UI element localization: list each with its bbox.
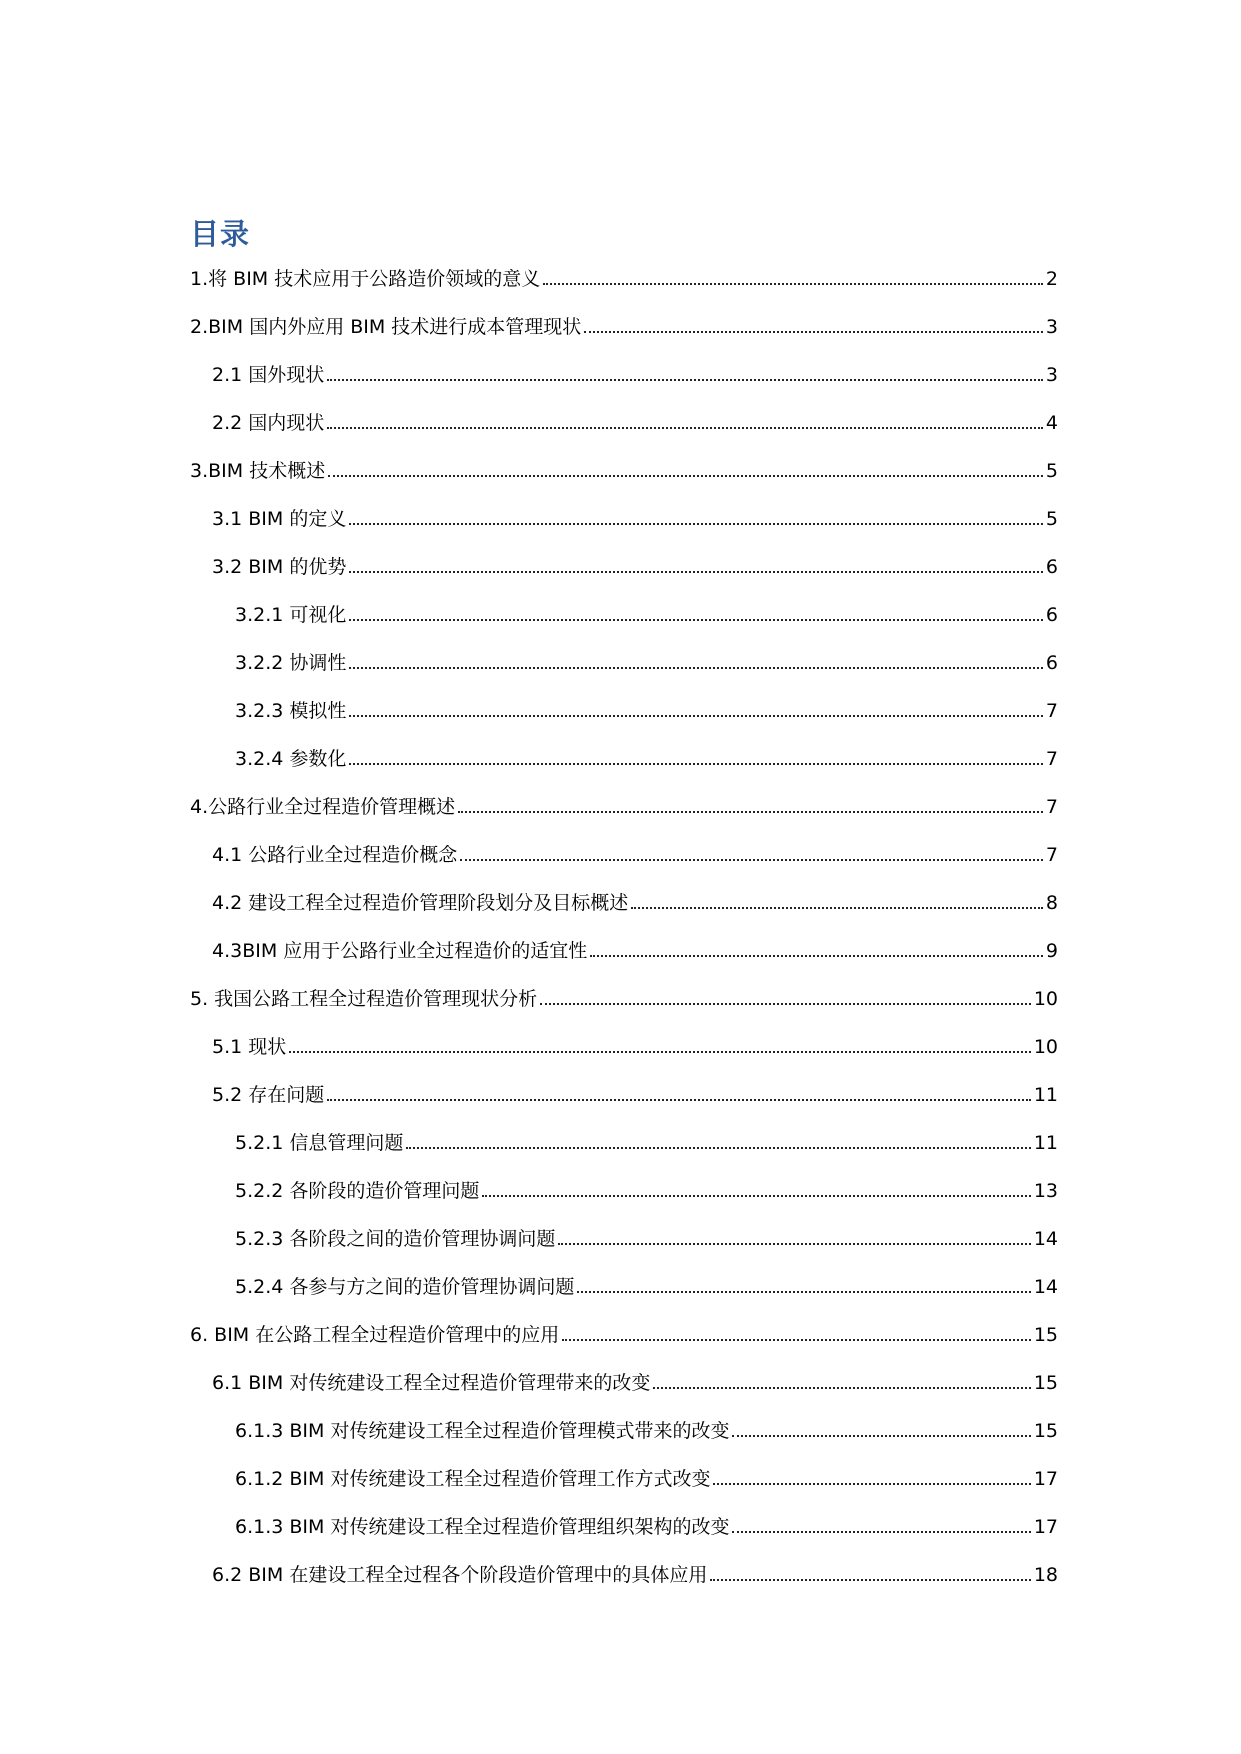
toc-entry[interactable] [235, 694, 1058, 724]
toc-dot-leader [327, 379, 1043, 381]
toc-entry-text: 5. 我国公路工程全过程造价管理现状分析 [190, 988, 538, 1010]
toc-entry-text: 4.公路行业全过程造价管理概述 [190, 796, 456, 818]
toc-dot-leader [327, 1099, 1031, 1101]
toc-entry[interactable] [235, 742, 1058, 772]
toc-page-number: 14 [1033, 1276, 1058, 1298]
toc-entry[interactable] [235, 1270, 1058, 1300]
toc-entry[interactable] [235, 1510, 1058, 1540]
toc-entry[interactable] [190, 454, 1058, 484]
toc-entry-text: 3.2.3 模拟性 [235, 700, 347, 722]
toc-dot-leader [328, 475, 1043, 477]
toc-page-number: 17 [1033, 1468, 1058, 1490]
toc-entry[interactable] [235, 646, 1058, 676]
toc-page-number: 6 [1045, 652, 1058, 674]
toc-entry[interactable] [190, 310, 1058, 340]
toc-dot-leader [540, 1003, 1031, 1005]
toc-page-number: 10 [1033, 1036, 1058, 1058]
toc-entry-text: 3.BIM 技术概述 [190, 460, 326, 482]
toc-entry-text: 6.2 BIM 在建设工程全过程各个阶段造价管理中的具体应用 [212, 1564, 708, 1586]
toc-dot-leader [653, 1387, 1030, 1389]
toc-page-number: 15 [1033, 1324, 1058, 1346]
toc-entry[interactable] [235, 1222, 1058, 1252]
toc-entry[interactable] [190, 790, 1058, 820]
toc-page-number: 7 [1045, 844, 1058, 866]
toc-entry-text: 6. BIM 在公路工程全过程造价管理中的应用 [190, 1324, 560, 1346]
toc-page-number: 10 [1033, 988, 1058, 1010]
toc-dot-leader [732, 1435, 1030, 1437]
toc-page-number: 6 [1045, 604, 1058, 626]
toc-dot-leader [713, 1483, 1030, 1485]
toc-entry-text: 5.2.2 各阶段的造价管理问题 [235, 1180, 480, 1202]
toc-entry[interactable] [212, 358, 1058, 388]
toc-page-number: 11 [1033, 1084, 1058, 1106]
toc-entry-text: 6.1.2 BIM 对传统建设工程全过程造价管理工作方式改变 [235, 1468, 711, 1490]
toc-page-number: 7 [1045, 796, 1058, 818]
toc-page-number: 15 [1033, 1372, 1058, 1394]
toc-dot-leader [590, 955, 1043, 957]
toc-dot-leader [558, 1243, 1030, 1245]
toc-dot-leader [349, 715, 1043, 717]
toc-page-number: 14 [1033, 1228, 1058, 1250]
toc-page-number: 3 [1045, 364, 1058, 386]
toc-dot-leader [349, 667, 1043, 669]
toc-entry[interactable] [212, 1030, 1058, 1060]
toc-entry[interactable] [212, 406, 1058, 436]
toc-entry-text: 5.2.3 各阶段之间的造价管理协调问题 [235, 1228, 556, 1250]
toc-page-number: 3 [1045, 316, 1058, 338]
toc-entry-text: 3.2.4 参数化 [235, 748, 347, 770]
toc-entry[interactable] [190, 1318, 1058, 1348]
toc-dot-leader [289, 1051, 1031, 1053]
toc-entry-text: 2.2 国内现状 [212, 412, 325, 434]
toc-page-number: 8 [1045, 892, 1058, 914]
toc-dot-leader [482, 1195, 1030, 1197]
toc-page-number: 9 [1045, 940, 1058, 962]
toc-entry[interactable] [235, 598, 1058, 628]
toc-entry[interactable] [190, 262, 1058, 292]
toc-dot-leader [406, 1147, 1030, 1149]
toc-entry[interactable] [212, 838, 1058, 868]
toc-entry[interactable] [235, 1126, 1058, 1156]
toc-dot-leader [458, 811, 1043, 813]
toc-entry-text: 5.2 存在问题 [212, 1084, 325, 1106]
toc-entry[interactable] [212, 1558, 1058, 1588]
toc-entry[interactable] [212, 550, 1058, 580]
toc-dot-leader [631, 907, 1043, 909]
toc-page-number: 18 [1033, 1564, 1058, 1586]
toc-entry-text: 4.2 建设工程全过程造价管理阶段划分及目标概述 [212, 892, 629, 914]
toc-page-number: 15 [1033, 1420, 1058, 1442]
toc-page-number: 7 [1045, 748, 1058, 770]
toc-entry[interactable] [212, 934, 1058, 964]
toc-dot-leader [710, 1579, 1030, 1581]
toc-entry[interactable] [235, 1174, 1058, 1204]
toc-entry[interactable] [190, 982, 1058, 1012]
toc-entry-text: 2.1 国外现状 [212, 364, 325, 386]
toc-dot-leader [349, 763, 1043, 765]
toc-entry-text: 6.1.3 BIM 对传统建设工程全过程造价管理组织架构的改变 [235, 1516, 730, 1538]
toc-entry-text: 4.1 公路行业全过程造价概念 [212, 844, 458, 866]
toc-entry-text: 3.2 BIM 的优势 [212, 556, 347, 578]
toc-dot-leader [349, 571, 1043, 573]
toc-page-number: 11 [1033, 1132, 1058, 1154]
toc-entry-text: 3.2.2 协调性 [235, 652, 347, 674]
toc-entry-text: 4.3BIM 应用于公路行业全过程造价的适宜性 [212, 940, 588, 962]
toc-entry-text: 5.2.4 各参与方之间的造价管理协调问题 [235, 1276, 575, 1298]
toc-entry-text: 3.2.1 可视化 [235, 604, 347, 626]
toc-entry[interactable] [212, 1366, 1058, 1396]
toc-dot-leader [349, 619, 1043, 621]
toc-entry[interactable] [235, 1414, 1058, 1444]
toc-entry-text: 5.1 现状 [212, 1036, 287, 1058]
toc-page-number: 7 [1045, 700, 1058, 722]
toc-dot-leader [562, 1339, 1031, 1341]
toc-page-number: 2 [1045, 268, 1058, 290]
toc-entry-text: 2.BIM 国内外应用 BIM 技术进行成本管理现状 [190, 316, 582, 338]
toc-title: 目录 [190, 217, 251, 251]
toc-entry-text: 6.1.3 BIM 对传统建设工程全过程造价管理模式带来的改变 [235, 1420, 730, 1442]
toc-dot-leader [543, 283, 1043, 285]
toc-entry-text: 5.2.1 信息管理问题 [235, 1132, 404, 1154]
toc-dot-leader [349, 523, 1043, 525]
toc-dot-leader [460, 859, 1043, 861]
toc-entry[interactable] [235, 1462, 1058, 1492]
toc-entry[interactable] [212, 1078, 1058, 1108]
toc-dot-leader [732, 1531, 1030, 1533]
toc-entry-text: 1.将 BIM 技术应用于公路造价领域的意义 [190, 268, 541, 290]
toc-dot-leader [577, 1291, 1030, 1293]
toc-page-number: 5 [1045, 508, 1058, 530]
toc-page-number: 4 [1045, 412, 1058, 434]
toc-entry-text: 3.1 BIM 的定义 [212, 508, 347, 530]
toc-entry-text: 6.1 BIM 对传统建设工程全过程造价管理带来的改变 [212, 1372, 651, 1394]
toc-entry[interactable] [212, 886, 1058, 916]
toc-dot-leader [327, 427, 1043, 429]
toc-page-number: 5 [1045, 460, 1058, 482]
toc-page-number: 6 [1045, 556, 1058, 578]
toc-page-number: 13 [1033, 1180, 1058, 1202]
toc-page-number: 17 [1033, 1516, 1058, 1538]
toc-entry[interactable] [212, 502, 1058, 532]
toc-dot-leader [584, 331, 1043, 333]
